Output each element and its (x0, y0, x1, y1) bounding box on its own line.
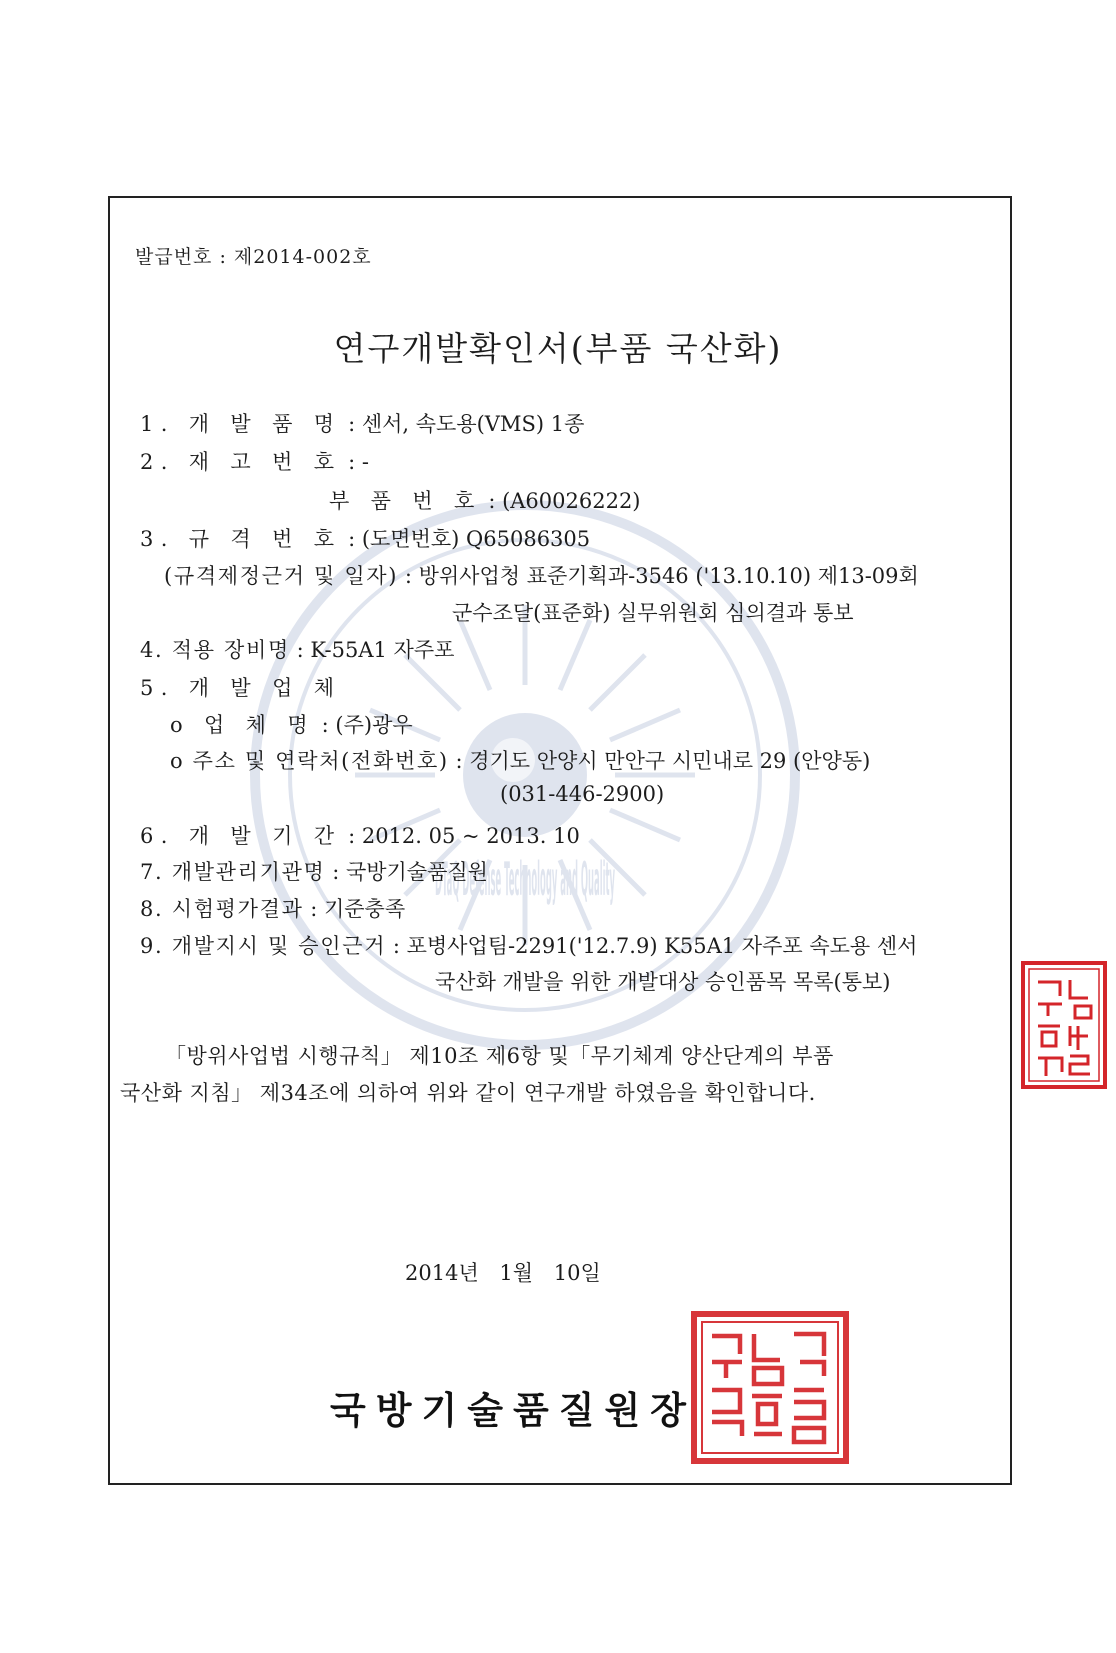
contact-phone: (031-446-2900) (500, 782, 665, 806)
stock-number-value: : - (348, 450, 369, 474)
issue-date: 2014년 1월 10일 (405, 1261, 601, 1285)
signatory-name: 국방기술품질원장 (330, 1389, 696, 1432)
approval-basis-label: 9. 개발지시 및 승인근거 (140, 934, 387, 958)
product-name-value: : 센서, 속도용(VMS) 1종 (348, 412, 585, 436)
test-result-label: 8. 시험평가결과 (140, 897, 304, 921)
spec-number-label: 3. 규 격 번 호 (140, 527, 342, 551)
spec-number-value: : (도면번호) Q65086305 (348, 527, 591, 551)
issue-number: 발급번호 : 제2014-002호 (135, 246, 372, 268)
spec-basis-value: : 방위사업청 표준기획과-3546 ('13.10.10) 제13-09회 (404, 564, 919, 588)
document-title: 연구개발확인서(부품 국산화) (333, 329, 783, 368)
confirmation-paragraph-line1: 「방위사업법 시행규칙」 제10조 제6항 및「무기체계 양산단계의 부품 (165, 1044, 834, 1068)
company-name-value: : (주)광우 (321, 713, 413, 737)
contact-value: : 경기도 안양시 만안구 시민내로 29 (안양동) (455, 749, 871, 773)
large-red-seal-stamp (690, 1310, 850, 1465)
part-number-label: 부 품 번 호 (329, 489, 482, 513)
company-name-label: o 업 체 명 (170, 713, 315, 737)
watermark-text: DTaQ Defense Technology and Quality (435, 852, 616, 906)
period-value: : 2012. 05 ~ 2013. 10 (348, 824, 580, 848)
approval-basis-value: : 포병사업팀-2291('12.7.9) K55A1 자주포 속도용 센서 (392, 934, 918, 958)
stock-number-label: 2. 재 고 번 호 (140, 450, 342, 474)
confirmation-paragraph-line2: 국산화 지침」 제34조에 의하여 위와 같이 연구개발 하였음을 확인합니다. (120, 1081, 816, 1105)
equipment-value: : K-55A1 자주포 (296, 638, 455, 662)
equipment-label: 4. 적용 장비명 (140, 638, 290, 662)
agency-label: 7. 개발관리기관명 (140, 860, 326, 884)
agency-value: : 국방기술품질원 (332, 860, 488, 884)
approval-basis-value-cont: 국산화 개발을 위한 개발대상 승인품목 목록(통보) (435, 970, 891, 994)
spec-basis-label: (규격제정근거 및 일자) (164, 564, 399, 588)
period-label: 6. 개 발 기 간 (140, 824, 342, 848)
contact-label: o 주소 및 연락처(전화번호) (170, 749, 449, 773)
test-result-value: : 기준충족 (310, 897, 406, 921)
spec-basis-value-cont: 군수조달(표준화) 실무위원회 심의결과 통보 (452, 601, 854, 625)
product-name-label: 1. 개 발 품 명 (140, 412, 342, 436)
part-number-value: : (A60026222) (488, 489, 641, 513)
small-red-seal-stamp (1020, 960, 1108, 1090)
company-section-label: 5. 개 발 업 체 (140, 676, 342, 700)
